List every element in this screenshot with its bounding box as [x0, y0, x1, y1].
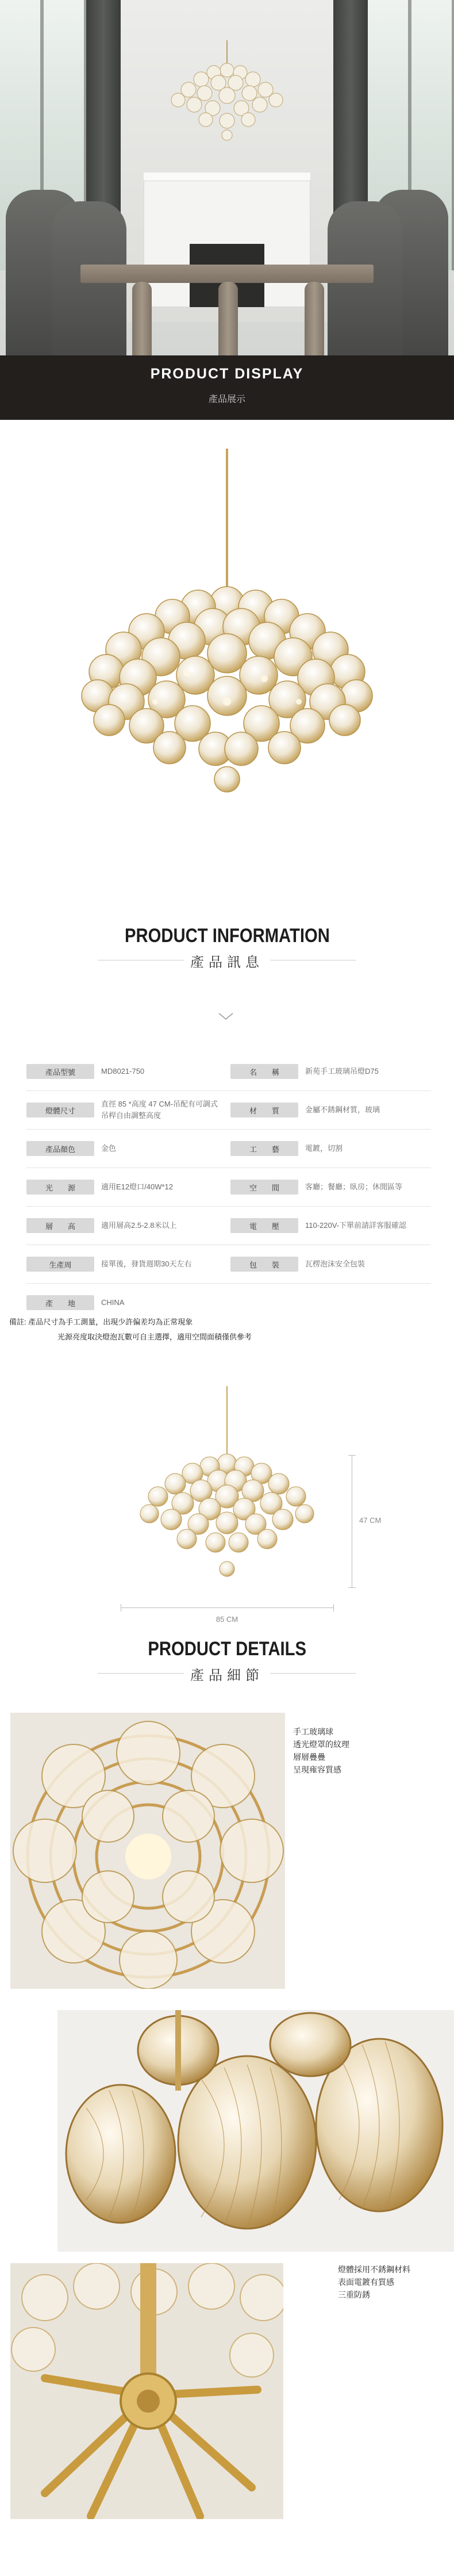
- spec-value: 接單後，發貨週期30天左右: [101, 1260, 192, 1268]
- spec-row: [26, 1207, 431, 1245]
- spec-value: 金屬不銹鋼材質，玻璃: [305, 1105, 380, 1114]
- main-product-image: [75, 449, 379, 863]
- height-label: 47 CM: [359, 1516, 382, 1525]
- spec-value: CHINA: [101, 1298, 125, 1307]
- spec-label: 產品型號: [26, 1064, 94, 1079]
- spec-value: 金色: [101, 1144, 117, 1153]
- spec-label: 燈體尺寸: [26, 1103, 94, 1117]
- section-title-zh: 產品細節: [184, 1668, 270, 1683]
- product-display-banner: [0, 355, 454, 420]
- detail-image-frame: [10, 2263, 283, 2519]
- spec-label: 產 地: [26, 1295, 94, 1310]
- section-title-en: PRODUCT INFORMATION: [124, 925, 330, 947]
- spec-value: 新苑手工玻璃吊燈D75: [305, 1067, 379, 1075]
- spec-label: 電 壓: [230, 1218, 298, 1233]
- hero-chair: [52, 201, 126, 374]
- detail-line: 呈現雍容質感: [293, 1765, 341, 1774]
- width-label: 85 CM: [216, 1615, 238, 1624]
- spec-value: 瓦楞泡沫安全包裝: [305, 1260, 365, 1268]
- spec-label: 光 源: [26, 1180, 94, 1195]
- detail-line: 透光燈罩的紋理: [293, 1740, 349, 1749]
- spec-value: 直徑 85 *高度 47 CM-吊配有可調式吊桿自由調整高度: [101, 1100, 218, 1120]
- spec-value: 電鍍，切割: [305, 1144, 343, 1153]
- dimension-lamp-image: [115, 1386, 339, 1593]
- spec-row: [26, 1168, 431, 1207]
- hero-chandelier-image: [161, 40, 293, 144]
- detail-line: 燈體採用不銹鋼材料: [338, 2265, 410, 2274]
- spec-label: 生產周: [26, 1257, 94, 1272]
- spec-label: 產品顏色: [26, 1141, 94, 1156]
- detail-text: [293, 1725, 349, 1776]
- product-details-title: [0, 1638, 454, 1685]
- banner-title-en: PRODUCT DISPLAY: [150, 366, 304, 382]
- detail-line: 表面電鍍有質感: [338, 2278, 394, 2287]
- note-line: 備註: 產品尺寸為手工測量，出現少許偏差均為正常現象: [9, 1318, 193, 1326]
- dimension-drawing: [0, 1386, 454, 1633]
- hero-table: [80, 265, 374, 283]
- hero-chair: [328, 201, 402, 374]
- detail-line: 三重防銹: [338, 2290, 370, 2299]
- spec-label: 材 質: [230, 1103, 298, 1117]
- product-information-title: [0, 925, 454, 971]
- spec-label: 工 藝: [230, 1141, 298, 1156]
- spec-label: 層 高: [26, 1218, 94, 1233]
- spec-label: 空 間: [230, 1180, 298, 1195]
- section-title-en: PRODUCT DETAILS: [148, 1638, 306, 1660]
- spec-row: [26, 1052, 431, 1091]
- detail-line: 層層疊疊: [293, 1752, 325, 1762]
- spec-value: 適用層高2.5-2.8米以上: [101, 1221, 177, 1230]
- spec-label: 包 裝: [230, 1257, 298, 1272]
- spec-value: 客廳；餐廳；臥房；休閒區等: [305, 1182, 403, 1191]
- detail-image-glass-orbs: [10, 1713, 285, 1989]
- spec-row: [26, 1130, 431, 1168]
- spec-value: MD8021-750: [101, 1067, 145, 1075]
- spec-row: [26, 1091, 431, 1130]
- spec-label: 名 稱: [230, 1064, 298, 1079]
- detail-image-closeup: [57, 2010, 454, 2252]
- spec-notes: [9, 1316, 446, 1343]
- chevron-down-icon: [218, 1012, 234, 1020]
- spec-value: 適用E12燈口/40W*12: [101, 1182, 173, 1191]
- banner-title-zh: 產品展示: [208, 395, 245, 404]
- detail-text: [338, 2263, 410, 2301]
- note-line: 光源亮度取決燈泡瓦數可自主選擇，適用空間面積僅供參考: [57, 1333, 252, 1341]
- detail-line: 手工玻璃球: [293, 1727, 333, 1736]
- spec-row: [26, 1245, 431, 1284]
- spec-table: [26, 1052, 431, 1322]
- section-title-zh: 產品訊息: [184, 955, 270, 970]
- spec-value: 110-220V-下單前請詳客服確認: [305, 1221, 407, 1230]
